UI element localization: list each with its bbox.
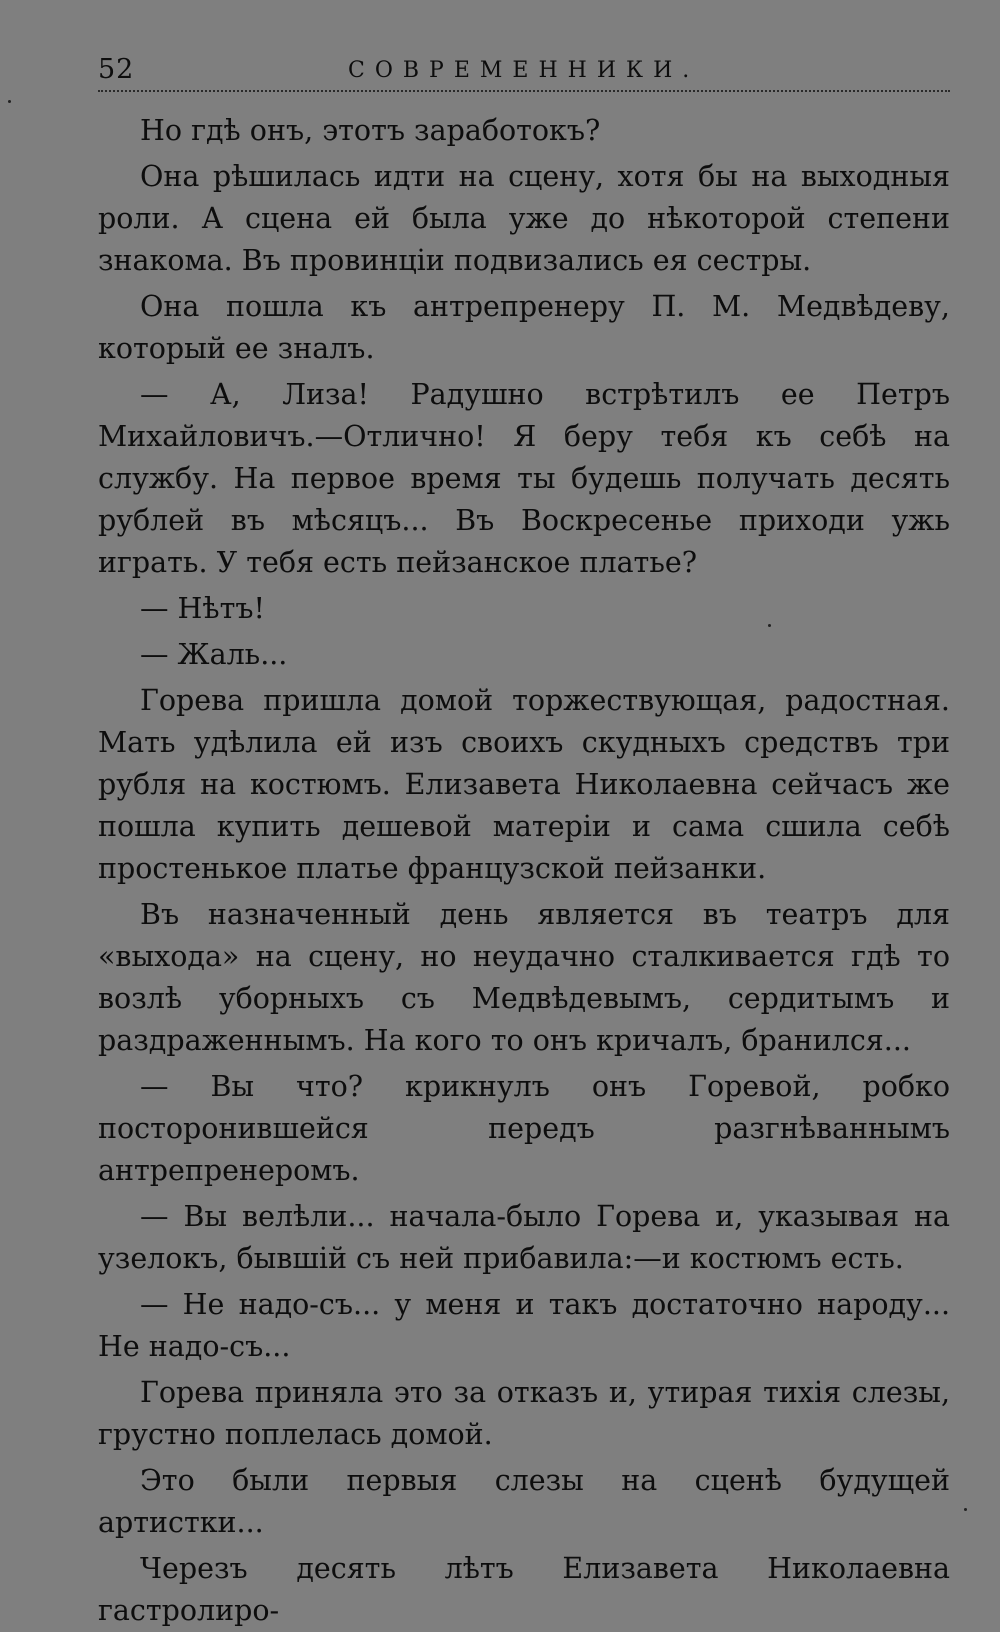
paragraph: — А, Лиза! Радушно встрѣтилъ ее Петръ Михайловичъ.—Отлично! Я беру тебя къ себѣ на службу. На первое время ты будешь получать десять рублей въ мѣсяцъ... Въ Воскресенье приходи ужь играть. У тебя есть пейзанское платье?: [98, 378, 950, 579]
paragraph: Горева пришла домой торжествующая, радостная. Мать удѣлила ей изъ своихъ скудныхъ средствъ три рубля на костюмъ. Елизавета Николаевна сейчасъ же пошла купить дешевой матеріи и сама сшила себѣ простенькое платье французской пейзанки.: [98, 684, 950, 885]
book-page: [98, 50, 950, 1627]
paragraph: Горева приняла это за отказъ и, утирая тихія слезы, грустно поплелась домой.: [98, 1376, 950, 1451]
paragraph: Она рѣшилась идти на сцену, хотя бы на выходныя роли. А сцена ей была уже до нѣкоторой степени знакома. Въ провинціи подвизались ея сестры.: [98, 160, 950, 277]
paragraph: Это были первыя слезы на сценѣ будущей артистки...: [98, 1464, 950, 1539]
running-head: [98, 50, 950, 92]
paragraph: — Нѣтъ!: [140, 592, 265, 625]
paragraph: — Вы велѣли... начала-было Горева и, указывая на узелокъ, бывшій съ ней прибавила:—и костюмъ есть.: [98, 1200, 950, 1275]
paragraph: Въ назначенный день является въ театръ для «выхода» на сцену, но неудачно сталкивается гдѣ то возлѣ уборныхъ съ Медвѣдевымъ, сердитымъ и раздраженнымъ. На кого то онъ кричалъ, бранился...: [98, 898, 950, 1057]
scan-speck: [964, 1508, 967, 1511]
running-title: СОВРЕМЕННИКИ.: [348, 58, 700, 83]
scan-speck: [768, 624, 771, 627]
paragraph: Она пошла къ антрепренеру П. М. Медвѣдеву, который ее зналъ.: [98, 290, 950, 365]
paragraph: Но гдѣ онъ, этотъ заработокъ?: [140, 114, 601, 147]
scan-speck: [8, 100, 11, 103]
page-number: 52: [98, 54, 135, 85]
paragraph: — Не надо-съ... у меня и такъ достаточно народу... Не надо-съ...: [98, 1288, 950, 1363]
paragraph: Черезъ десять лѣтъ Елизавета Николаевна гастролиро-: [98, 1552, 950, 1627]
paragraph: — Жаль...: [140, 638, 288, 671]
body-text: [98, 110, 950, 1632]
paragraph: — Вы что? крикнулъ онъ Горевой, робко посторонившейся передъ разгнѣваннымъ антрепренеромъ.: [98, 1070, 950, 1187]
